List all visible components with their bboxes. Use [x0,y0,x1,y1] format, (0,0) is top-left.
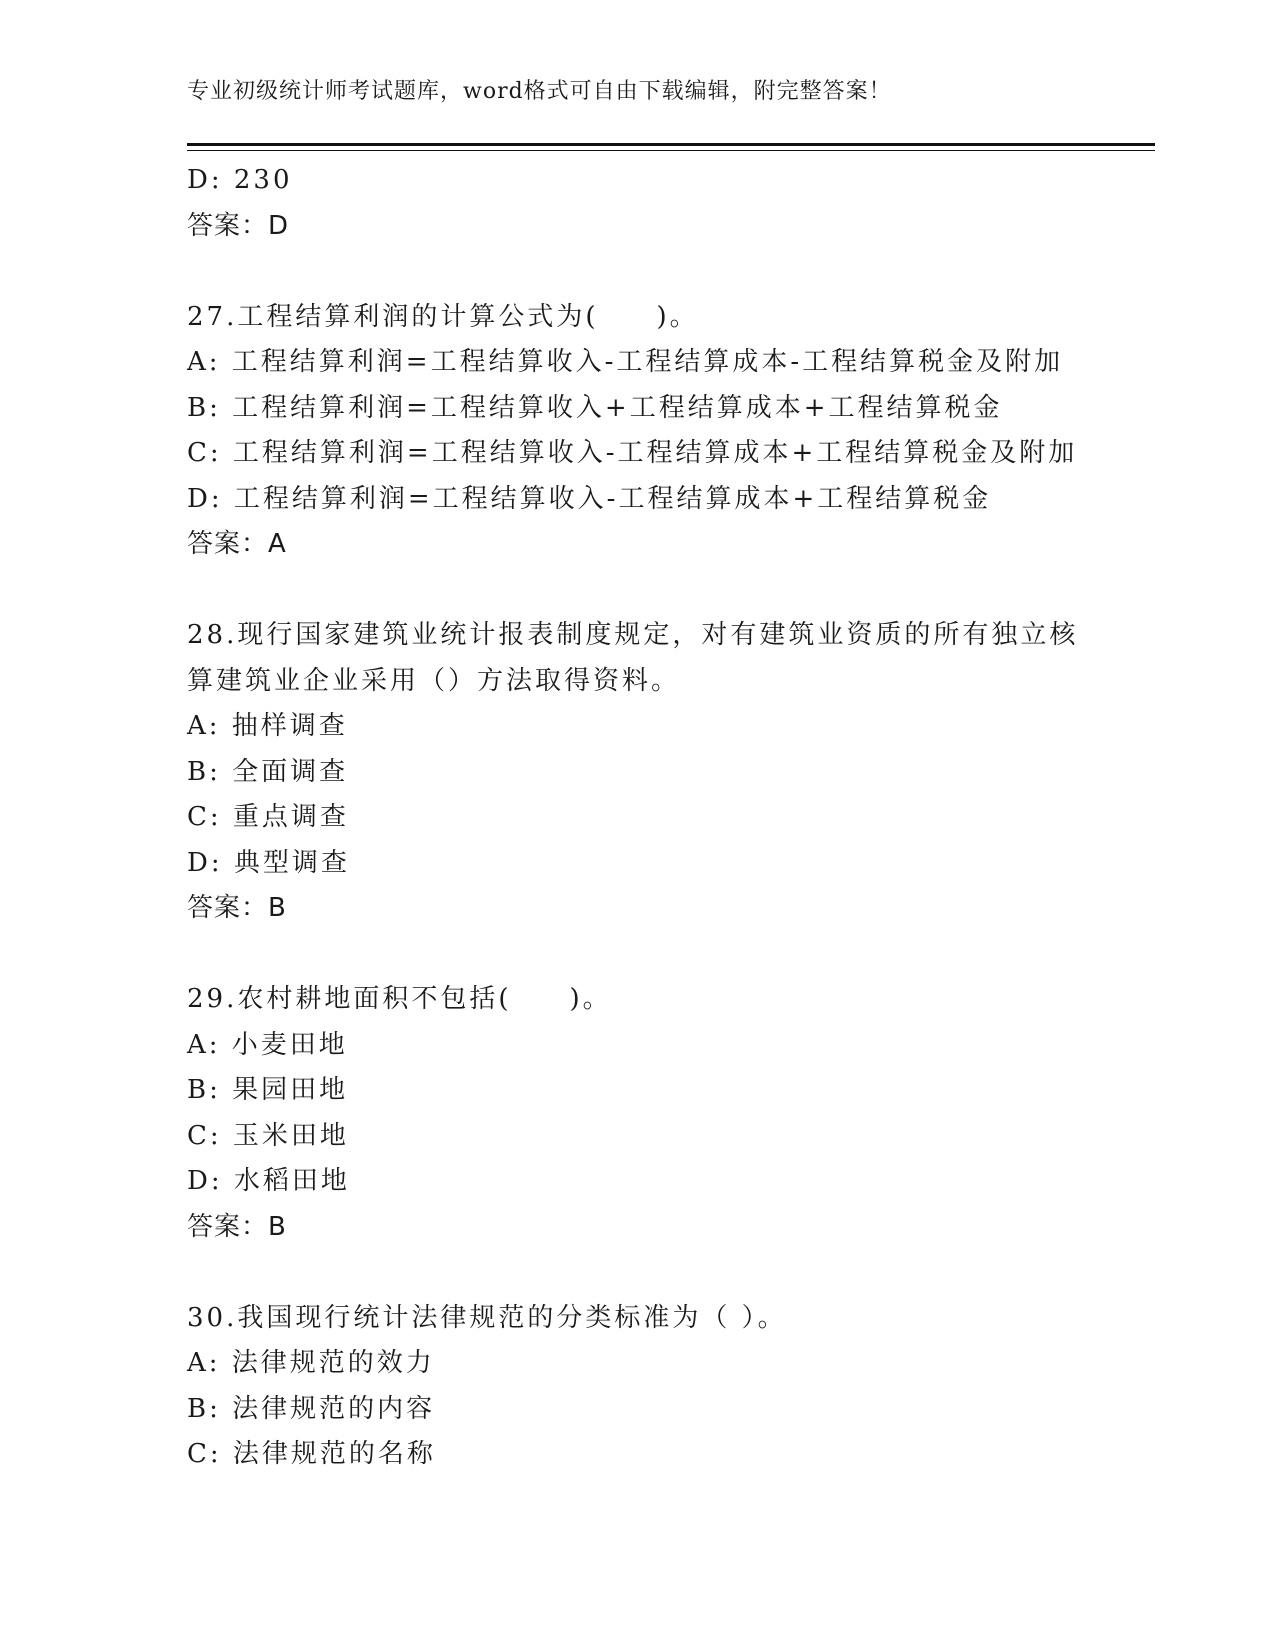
option-d: D: 230 [187,165,293,195]
question-29 [187,977,1087,1250]
question-stem: 29.农村耕地面积不包括( )。 [187,984,612,1014]
question-stem: 28.现行国家建筑业统计报表制度规定，对有建筑业资质的所有独立核 [187,620,1079,650]
answer: 答案：B [187,893,287,923]
question-30 [187,1296,1087,1478]
question-list [187,158,1087,1478]
option-d: D: 水稻田地 [187,1166,350,1196]
option-b: B: 法律规范的内容 [187,1393,436,1424]
option-a: A: 抽样调查 [187,711,348,741]
option-a: A: 法律规范的效力 [187,1348,435,1378]
option-c: C: 重点调查 [187,802,349,832]
header-rule [187,143,1155,146]
answer: 答案：B [187,1211,287,1242]
spacer [187,568,1087,614]
question-prev [187,158,1087,249]
answer: 答案：A [187,529,287,559]
option-b: B: 果园田地 [187,1075,349,1105]
spacer [187,932,1087,978]
question-27 [187,295,1087,568]
question-stem-continued: 算建筑业企业采用（）方法取得资料。 [187,665,681,696]
option-c: C: 工程结算利润=工程结算收入-工程结算成本+工程结算税金及附加 [187,438,1078,468]
option-c: C: 玉米田地 [187,1120,349,1151]
spacer [187,249,1087,295]
question-28 [187,613,1087,932]
option-a: A: 小麦田地 [187,1029,348,1060]
option-d: D: 工程结算利润=工程结算收入-工程结算成本+工程结算税金 [187,483,992,514]
answer: 答案：D [187,210,290,241]
option-b: B: 工程结算利润=工程结算收入+工程结算成本+工程结算税金 [187,392,1003,423]
spacer [187,1250,1087,1296]
question-stem: 30.我国现行统计法律规范的分类标准为（ ）。 [187,1302,787,1333]
option-d: D: 典型调查 [187,847,350,878]
option-b: B: 全面调查 [187,756,349,787]
option-c: C: 法律规范的名称 [187,1439,436,1469]
header-text: 专业初级统计师考试题库，word格式可自由下载编辑，附完整答案！ [187,79,892,104]
header-rule-thin [187,150,1155,151]
option-a: A: 工程结算利润=工程结算收入-工程结算成本-工程结算税金及附加 [187,347,1064,377]
question-stem: 27.工程结算利润的计算公式为( )。 [187,301,699,332]
